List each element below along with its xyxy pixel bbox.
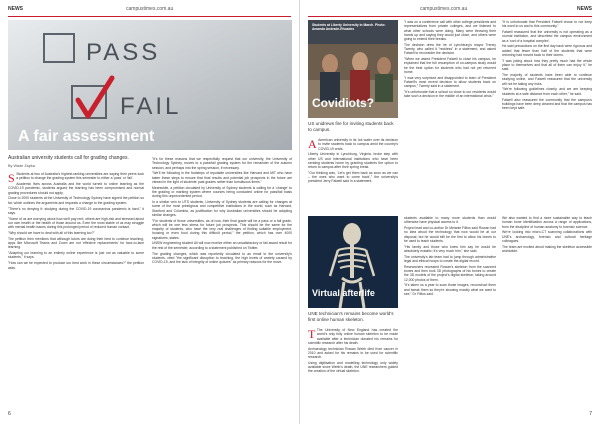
covidiots-column-1 [308, 138, 398, 208]
paragraph: Meanwhile, a petition circulated by University of Sydney students is calling for a 'change' to the grading or marking system where courses being conducted online for pass/fail basis during this unprecedented period. [152, 185, 292, 199]
covidiots-photo [308, 20, 398, 118]
paragraph: "There's no denying it: studying during the COVID-19 coronavirus pandemic is hard," it says. [8, 206, 144, 215]
story-standfirst: US unidrews fire for inviting students back to campus. [308, 121, 394, 132]
header-rule [308, 16, 592, 17]
paragraph: "For students of those universities, as of now, their final grade will be a pass or a fail grade, which will be one less stress for future job prospects. This should be the same for the majority of students, who have the very real challenges of finding suitable employment, housing or even food during this difficult period," the petition, which has over 4000 signatures, states. [152, 218, 292, 240]
paragraph: "We're following guidelines closely, and we are keeping students at a safe distance from each other," he said. [502, 87, 592, 96]
page-number: 7 [589, 411, 592, 417]
paragraph: The University of New England has created the world's only fully online human skeleton to be made available after a technician donated his remains for scientific research after his death. [308, 328, 398, 345]
feature-headline: A fair assessment [18, 128, 155, 145]
paragraph: Falwell also reassured the community that the campus's buildings have been deep cleaned and that the campus has been kept safe. [502, 97, 592, 111]
page-header [8, 6, 291, 16]
paragraph: We're looking into micro-CT scanning collaborations with UNE's archaeology, forensic and cultural heritage colleagues. [502, 230, 592, 243]
header-rule [8, 16, 291, 17]
paragraph: We also wanted to find a more sustainable way to teach human bone identification across a range of applications, from the discipline of human anatomy to forensic science. [502, 216, 592, 229]
paragraph: "It's unfortunate that a school so close to our residents would take such a decision in the middle of an international crisis." [404, 90, 496, 99]
page-header [308, 6, 592, 16]
drop-cap: A [308, 138, 317, 151]
paragraph: Academic lives across Australia and the world turned to online learning as the COVID-19 pandemic, students argued the learning has been compromised and normal grading procedures should not apply. [8, 182, 144, 195]
paragraph: "How can we be expected to produce our best work in these circumstances?" the petition asks. [8, 261, 144, 270]
paragraph: "His family and those who knew him say he would be absolutely ecstatic; it's very much him," she said. [404, 244, 496, 253]
site-url[interactable]: campustimes.com.au [420, 6, 468, 12]
svg-text:PASS: PASS [86, 39, 161, 66]
story-headline: Covidiots? [312, 96, 374, 110]
paragraph: Archaeology technician Rowan Webb died from cancer in 2010 and asked for his remains to be used for scientific research. [308, 346, 398, 360]
afterlife-column-1 [308, 328, 398, 402]
paragraph: Falwell reassured that the university is not operating as a normal institution, and described the campus environment as a 'sort of a hospital complex'. [502, 30, 592, 43]
paragraph: "I was very surprised and disappointed to learn of President Falwell's most recent decision to allow students back on campus," Twenty said in a statement. [404, 75, 496, 89]
section-label: NEWS [577, 6, 592, 12]
paragraph: "I was on a conference call with other college presidents and representatives from private colleges, and we listened to what other schools were doing. Many were throwing their hands up and saying they would just close, and others were going to extend their breaks. [404, 20, 496, 41]
page-number: 6 [8, 411, 11, 417]
paragraph: "Some of us are worrying about how we'll pay rent; others are high-risk and stressed about our own health or the health of those around us. Even the most stable of us may struggle with mental health issues during this prolonged period of reduced human contact. [8, 216, 144, 230]
paragraph: Project lead and co-author Dr Melanie Fillios said Rowan had no idea about the technology that now would be at our disposal, but he would still be the first to allow his bones to be used to teach students. [404, 226, 496, 243]
paragraph: American university in its hot water over its decision to invite students back to campus amid the country's COVID-19 crisis. [318, 138, 398, 151]
story-headline: Virtual afterlife [312, 288, 375, 298]
paragraph: "It's taken us a year to scan those images, reconstruct them and tweak them so they're showing exactly what we want to see," Dr Fillios said. [404, 283, 496, 296]
paragraph: students available to many more students than would otherwise have physical access to it. [404, 216, 496, 225]
afterlife-column-3 [502, 216, 592, 402]
paragraph: Researchers recreated Rowan's skeleton from the scanned bones and then took 3D photographs of his bones to create the 3D models of the project's digital skeleton, taking around 12,000 photos of them. [404, 264, 496, 282]
right-page [300, 0, 600, 424]
paragraph: "We'll be following in the footsteps of reputable universities like Harvard and MIT who have taken these steps to ensure that final results and potential job prospects in the future are viewed in the light of students' past grades rather than tumultuous times." [152, 171, 292, 184]
paragraph: "Our thinking was, 'Let's get them back as soon as we can – the ones who want to come back'," the university's president Jerry Falwell said in a statement. [308, 170, 398, 184]
photo-credit: Students at Liberty University in March. Photo: Amanda Andrade-Rhoades [312, 23, 386, 31]
paragraph: Using digitisation and modelling technology only widely available since Webb's death, the UNE researchers guided the creation of the virtual skeleton. [308, 360, 398, 374]
section-label: NEWS [8, 6, 23, 12]
covidiots-column-2 [404, 20, 496, 210]
paragraph: "I was joking about how they pretty much had the whole place to themselves and that all of them can enjoy it," he said. [502, 58, 592, 72]
paragraph: "Why should we have to deal with all of this learning too?" [8, 230, 95, 235]
paragraph: The team are excited about making the skeleton accessible worldwide. [502, 244, 592, 253]
skeleton-photo [308, 216, 398, 308]
feature-standfirst: Australian university students call for grading changes. [8, 155, 129, 161]
afterlife-column-2 [404, 216, 496, 402]
paragraph: In a similar vein to UTS students, University of Sydney students are calling for changes at some of the most prestigious and competitive institutions in the world, such as Harvard, Stanford and Columbia, as justification for why Australian universities should be adopting similar changes. [152, 200, 292, 217]
paragraph: UNSW engineering student Ali will now receive either an unsatisfactory or fail award result for the rest of the semester, according to a statement published on Twitter. [152, 241, 292, 250]
feature-byline: By Wade Zapka [8, 164, 35, 168]
covidiots-column-3 [502, 20, 592, 210]
story-standfirst: UNE technician's remains become world's first online human skeleton. [308, 311, 394, 322]
paragraph: The majority of students have been able to continue studying online, and Falwell reassured that the university will not be taking any risks. [502, 73, 592, 86]
site-url[interactable]: campustimes.com.au [126, 6, 174, 12]
pass-fail-photo [8, 20, 292, 150]
paragraph: "When we asked President Falwell to close his campus, he explained that the full resumption of on-campus study would be the best option for students who had not yet returned home. [404, 57, 496, 74]
paragraph: The university's lab team had to jump through administrative legal and ethical hoops to create the digital record. [404, 254, 496, 264]
paragraph: "Adapting our learning to an entirely online experience is just not as valuable to some students," it says. [8, 251, 144, 260]
drop-cap: T [308, 328, 316, 341]
drop-cap: S [8, 172, 15, 185]
svg-text:FAIL: FAIL [120, 93, 182, 120]
paragraph: Students at two of Australia's highest-ranking universities are saying their peers took a petition to change the grading system this semester to either a 'pass' or 'fail'. [16, 172, 144, 181]
feature-column-2 [152, 157, 292, 402]
paragraph: He said precautions on the first day back were rigorous and added that fewer than half of the students that were returning had moved back to their dorms. [502, 44, 592, 57]
paragraph: The petition then mentions that although tutors are doing their best to continue teaching, apps like Microsoft Teams and Zoom are not 'effective replacements' for face-to-face learning. [8, 236, 144, 250]
paragraph: "It is unfortunate that President Falwell chose to not keep his word to us and to this community." [502, 20, 592, 29]
paragraph: "It's for these reasons that we respectfully request that our university, the University of Technology Sydney, moves to a pass/fail grading system for the remainder of the autumn session, and perhaps into the spring session, if necessary. [152, 157, 292, 170]
paragraph: The decision drew the ire of Lynchburg's mayor Treney Twenty, who called it "reckless" in a statement, and asked Falwell to reconsider the decision. [404, 42, 496, 56]
paragraph: Close to 2000 students at the University of Technology Sydney have signed the petition so far, which outlines the arguments and requests a change to the grading system. [8, 196, 144, 205]
feature-column-1 [8, 172, 144, 402]
paragraph: Liberty University in Lynchburg, Virginia, broke step with other US and International institutions who have been sending students home by granting students the option to return to campus after their spring break. [308, 152, 398, 170]
paragraph: The grading changes, which was reportedly circulated to an email to the university's students, cited "the significant disruption to teaching, the high levels of anxiety caused by COVID-19, and the lack of integrity of online quizzes" as primary reasons for the move. [152, 251, 292, 265]
